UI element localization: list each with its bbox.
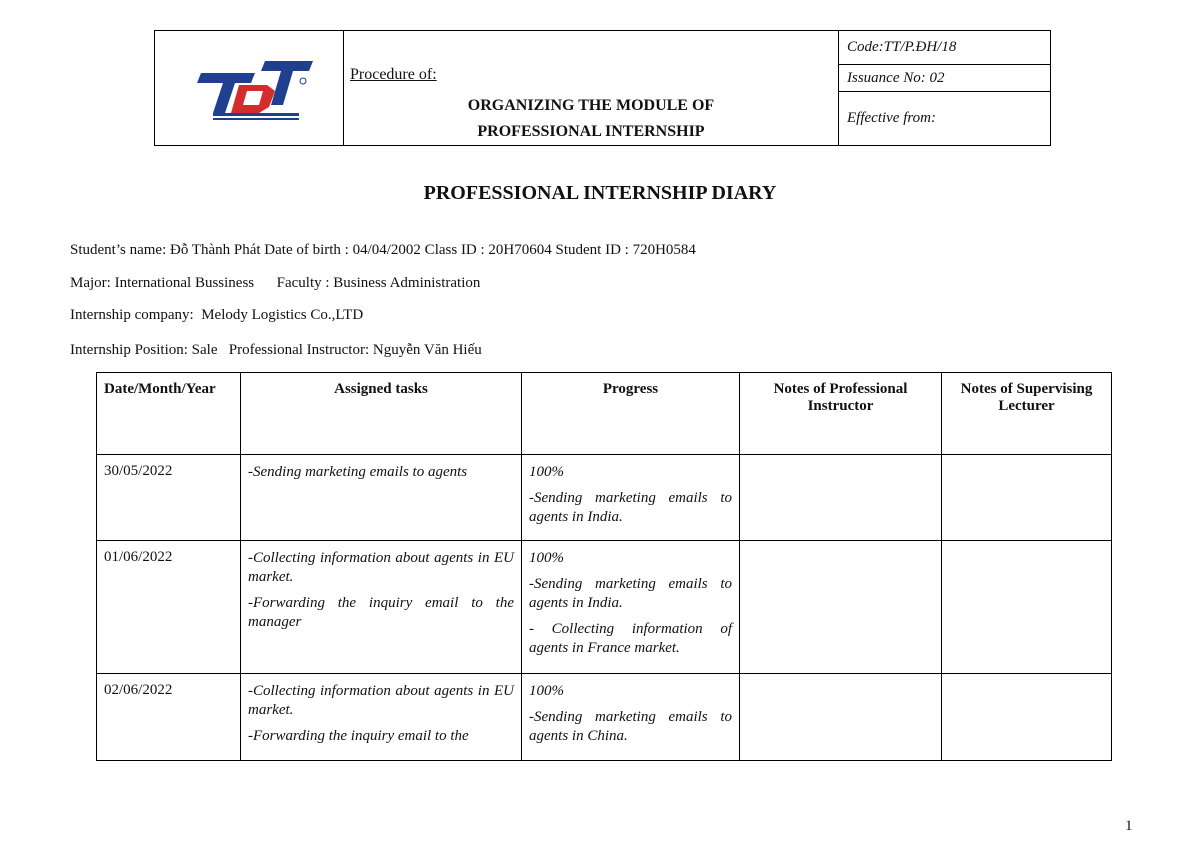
issuance-number: Issuance No: 02 <box>839 65 1051 92</box>
task-item: -Sending marketing emails to agents <box>248 464 468 480</box>
procedure-label: Procedure of: <box>350 66 437 83</box>
row-instructor-notes <box>740 541 942 674</box>
procedure-title-line1: ORGANIZING THE MODULE OF <box>467 97 715 114</box>
procedure-title-line2: PROFESSIONAL INTERNSHIP <box>477 123 705 140</box>
diary-title: PROFESSIONAL INTERNSHIP DIARY <box>423 182 777 204</box>
row-progress <box>522 455 740 541</box>
diary-table <box>96 372 1112 761</box>
header-instructor-notes: Notes of Professional Instructor <box>740 373 942 455</box>
row-progress <box>522 541 740 674</box>
row-instructor-notes <box>740 455 942 541</box>
row-lecturer-notes <box>942 455 1112 541</box>
document-code: Code:TT/P.ĐH/18 <box>839 31 1051 65</box>
task-item: -Forwarding the inquiry email to the manager <box>248 595 514 630</box>
progress-item: 100% <box>529 683 564 699</box>
header-progress: Progress <box>522 373 740 455</box>
university-logo <box>195 55 315 125</box>
row-date: 02/06/2022 <box>97 674 241 761</box>
row-tasks <box>241 455 522 541</box>
row-date: 30/05/2022 <box>97 455 241 541</box>
effective-from: Effective from: <box>839 92 1051 146</box>
company-info-line: Internship company: Melody Logistics Co.,LTD <box>70 307 364 323</box>
row-date: 01/06/2022 <box>97 541 241 674</box>
procedure-cell <box>344 31 839 146</box>
document-header <box>154 30 1051 146</box>
task-item: -Collecting information about agents in EU market. <box>248 550 514 585</box>
major-info-line: Major: International Bussiness Faculty : Business Administration <box>70 275 481 291</box>
row-progress <box>522 674 740 761</box>
header-date: Date/Month/Year <box>97 373 241 455</box>
header-lecturer-notes: Notes of Supervising Lecturer <box>942 373 1112 455</box>
row-tasks <box>241 541 522 674</box>
logo-cell <box>155 31 344 146</box>
task-item: -Forwarding the inquiry email to the <box>248 728 469 744</box>
header-tasks: Assigned tasks <box>241 373 522 455</box>
progress-item: - Collecting information of agents in France market. <box>529 621 732 656</box>
progress-item: 100% <box>529 464 564 480</box>
table-row <box>97 674 1112 761</box>
row-tasks <box>241 674 522 761</box>
student-info-line: Student’s name: Đỗ Thành Phát Date of birth : 04/04/2002 Class ID : 20H70604 Student ID : 720H0584 <box>70 242 696 258</box>
progress-item: -Sending marketing emails to agents in China. <box>529 709 732 744</box>
row-instructor-notes <box>740 674 942 761</box>
progress-item: -Sending marketing emails to agents in India. <box>529 490 732 525</box>
progress-item: -Sending marketing emails to agents in India. <box>529 576 732 611</box>
table-row <box>97 455 1112 541</box>
page-number: 1 <box>1125 818 1133 834</box>
procedure-title <box>344 93 838 145</box>
progress-item: 100% <box>529 550 564 566</box>
table-row <box>97 541 1112 674</box>
position-info-line: Internship Position: Sale Professional Instructor: Nguyễn Văn Hiếu <box>70 342 482 358</box>
table-header-row <box>97 373 1112 455</box>
task-item: -Collecting information about agents in EU market. <box>248 683 514 718</box>
row-lecturer-notes <box>942 541 1112 674</box>
row-lecturer-notes <box>942 674 1112 761</box>
